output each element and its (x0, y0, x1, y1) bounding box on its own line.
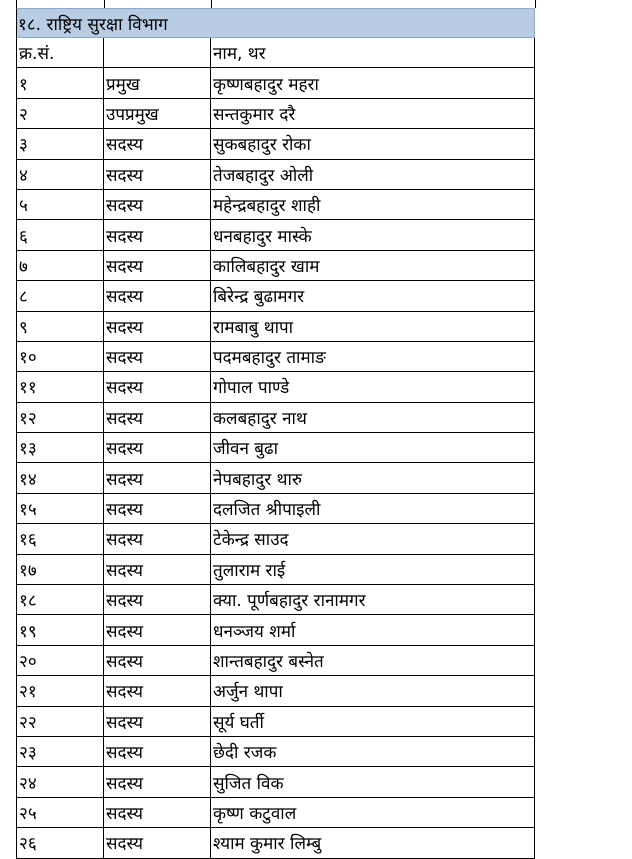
name-cell[interactable]: धनञ्जय शर्मा (210, 615, 535, 645)
serial-cell[interactable]: ८ (16, 281, 103, 311)
serial-cell[interactable]: १२ (16, 403, 103, 433)
serial-cell[interactable]: १ (16, 68, 103, 98)
name-cell[interactable]: कालिबहादुर खाम (210, 251, 535, 281)
role-cell[interactable]: सदस्य (103, 463, 210, 493)
name-cell[interactable]: सन्तकुमार दरै (210, 99, 535, 129)
name-cell[interactable]: अर्जुन थापा (210, 676, 535, 706)
name-cell[interactable]: नेपबहादुर थारु (210, 463, 535, 493)
table-row (16, 433, 535, 463)
serial-cell[interactable]: १० (16, 342, 103, 372)
serial-cell[interactable]: ९ (16, 312, 103, 342)
table-row (16, 494, 535, 524)
serial-cell[interactable]: ३ (16, 129, 103, 159)
serial-cell[interactable]: २४ (16, 767, 103, 797)
serial-cell[interactable]: २ (16, 99, 103, 129)
column-header-name[interactable]: नाम, थर (210, 38, 535, 68)
serial-cell[interactable]: ७ (16, 251, 103, 281)
table-row (16, 160, 535, 190)
serial-cell[interactable]: २५ (16, 798, 103, 828)
role-cell[interactable]: सदस्य (103, 190, 210, 220)
table-row (16, 737, 535, 767)
member-rows (16, 68, 535, 858)
name-cell[interactable]: दलजित श्रीपाइली (210, 494, 535, 524)
role-cell[interactable]: सदस्य (103, 160, 210, 190)
role-cell[interactable]: सदस्य (103, 707, 210, 737)
serial-cell[interactable]: २१ (16, 676, 103, 706)
table-row (16, 220, 535, 250)
serial-cell[interactable]: २० (16, 646, 103, 676)
table-row (16, 646, 535, 676)
serial-cell[interactable]: १९ (16, 615, 103, 645)
role-cell[interactable]: सदस्य (103, 615, 210, 645)
role-cell[interactable]: सदस्य (103, 798, 210, 828)
name-cell[interactable]: शान्तबहादुर बस्नेत (210, 646, 535, 676)
role-cell[interactable]: सदस्य (103, 129, 210, 159)
role-cell[interactable]: सदस्य (103, 251, 210, 281)
role-cell[interactable]: सदस्य (103, 433, 210, 463)
name-cell[interactable]: बिरेन्द्र बुढामगर (210, 281, 535, 311)
role-cell[interactable]: सदस्य (103, 372, 210, 402)
table-row (16, 251, 535, 281)
name-cell[interactable]: धनबहादुर मास्के (210, 220, 535, 250)
name-cell[interactable]: तेजबहादुर ओली (210, 160, 535, 190)
role-cell[interactable]: सदस्य (103, 342, 210, 372)
table-row (16, 190, 535, 220)
table-row (16, 372, 535, 402)
name-cell[interactable]: गोपाल पाण्डे (210, 372, 535, 402)
name-cell[interactable]: महेन्द्रबहादुर शाही (210, 190, 535, 220)
table-row (16, 707, 535, 737)
table-row (16, 798, 535, 828)
table-row (16, 555, 535, 585)
serial-cell[interactable]: २६ (16, 828, 103, 858)
serial-cell[interactable]: ४ (16, 160, 103, 190)
column-header-serial[interactable]: क्र.सं. (16, 38, 103, 68)
table-row (16, 676, 535, 706)
name-cell[interactable]: सुकबहादुर रोका (210, 129, 535, 159)
name-cell[interactable]: कृष्ण कटुवाल (210, 798, 535, 828)
table-row (16, 342, 535, 372)
name-cell[interactable]: कृष्णबहादुर महरा (210, 68, 535, 98)
role-cell[interactable]: सदस्य (103, 646, 210, 676)
name-cell[interactable]: कलबहादुर नाथ (210, 403, 535, 433)
serial-cell[interactable]: ५ (16, 190, 103, 220)
previous-row-stub (16, 0, 535, 8)
section-title[interactable] (16, 8, 535, 38)
spreadsheet-table (16, 0, 535, 859)
role-cell[interactable]: सदस्य (103, 737, 210, 767)
serial-cell[interactable]: ६ (16, 220, 103, 250)
column-header-role[interactable] (103, 38, 210, 68)
role-cell[interactable]: सदस्य (103, 585, 210, 615)
name-cell[interactable]: जीवन बुढा (210, 433, 535, 463)
table-row (16, 99, 535, 129)
table-row (16, 828, 535, 858)
table-row (16, 524, 535, 554)
name-cell[interactable]: सूर्य घर्ती (210, 707, 535, 737)
serial-cell[interactable]: २२ (16, 707, 103, 737)
table-row (16, 615, 535, 645)
role-cell[interactable]: सदस्य (103, 403, 210, 433)
serial-cell[interactable]: १६ (16, 524, 103, 554)
name-cell[interactable]: क्या. पूर्णबहादुर रानामगर (210, 585, 535, 615)
table-row (16, 129, 535, 159)
table-row (16, 281, 535, 311)
name-cell[interactable]: सुजित विक (210, 767, 535, 797)
name-cell[interactable]: श्याम कुमार लिम्बु (210, 828, 535, 858)
name-cell[interactable]: पदमबहादुर तामाङ (210, 342, 535, 372)
serial-cell[interactable]: १४ (16, 463, 103, 493)
serial-cell[interactable]: १५ (16, 494, 103, 524)
serial-cell[interactable]: १८ (16, 585, 103, 615)
serial-cell[interactable]: २३ (16, 737, 103, 767)
name-cell[interactable]: तुलाराम राई (210, 555, 535, 585)
serial-cell[interactable]: १७ (16, 555, 103, 585)
role-cell[interactable]: उपप्रमुख (103, 99, 210, 129)
role-cell[interactable]: सदस्य (103, 220, 210, 250)
table-row (16, 312, 535, 342)
name-cell[interactable]: छेदी रजक (210, 737, 535, 767)
role-cell[interactable]: सदस्य (103, 767, 210, 797)
table-row (16, 463, 535, 493)
role-cell[interactable]: सदस्य (103, 494, 210, 524)
role-cell[interactable]: सदस्य (103, 676, 210, 706)
serial-cell[interactable]: १३ (16, 433, 103, 463)
role-cell[interactable]: सदस्य (103, 555, 210, 585)
table-row (16, 403, 535, 433)
serial-cell[interactable]: ११ (16, 372, 103, 402)
role-cell[interactable]: प्रमुख (103, 68, 210, 98)
role-cell[interactable]: सदस्य (103, 312, 210, 342)
name-cell[interactable]: रामबाबु थापा (210, 312, 535, 342)
table-row (16, 68, 535, 98)
table-row (16, 585, 535, 615)
section-title-text: १८. राष्ट्रिय सुरक्षा विभाग (18, 14, 168, 35)
column-header-row (16, 38, 535, 68)
name-cell[interactable]: टेकेन्द्र साउद (210, 524, 535, 554)
table-row (16, 767, 535, 797)
role-cell[interactable]: सदस्य (103, 524, 210, 554)
role-cell[interactable]: सदस्य (103, 281, 210, 311)
role-cell[interactable]: सदस्य (103, 828, 210, 858)
